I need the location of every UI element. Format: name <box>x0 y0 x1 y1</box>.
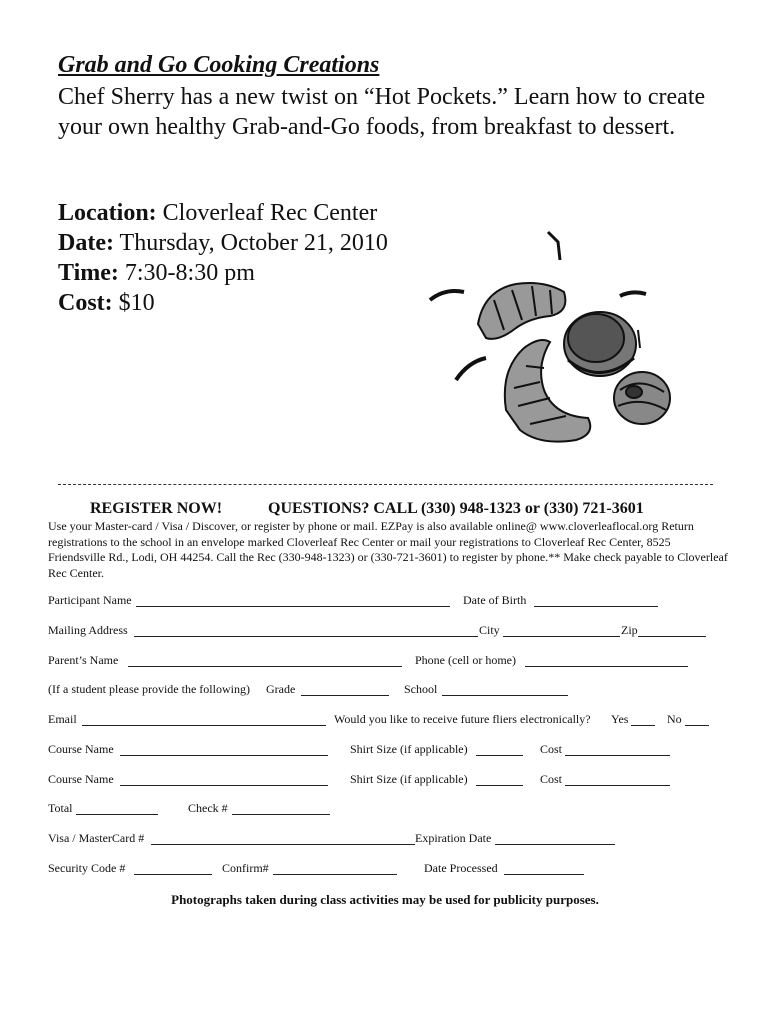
confirm-label: Confirm# <box>222 861 269 875</box>
form-row-parent <box>48 653 728 671</box>
zip-field[interactable] <box>638 623 706 637</box>
parents-name-label: Parent’s Name <box>48 653 119 667</box>
grade-label: Grade <box>266 682 296 696</box>
date-of-birth-field[interactable] <box>534 593 658 607</box>
total-field[interactable] <box>76 801 158 815</box>
expiration-label: Expiration Date <box>415 831 492 845</box>
shirt-size-label: Shirt Size (if applicable) <box>350 742 468 756</box>
croissant-bagel-clipart <box>420 220 680 460</box>
school-field[interactable] <box>442 682 568 696</box>
cost-field-label: Cost <box>540 772 563 786</box>
form-row-participant <box>48 593 728 611</box>
student-note-label: (If a student please provide the following) <box>48 682 250 696</box>
check-label: Check # <box>188 801 228 815</box>
publicity-note: Photographs taken during class activities may be used for publicity purposes. <box>171 892 599 907</box>
location-label: Location: <box>58 200 157 226</box>
form-row-address <box>48 623 728 641</box>
card-number-field[interactable] <box>151 831 415 845</box>
city-field[interactable] <box>503 623 620 637</box>
course-name-label: Course Name <box>48 742 114 756</box>
cost-field[interactable] <box>565 772 670 786</box>
phone-label: Phone (cell or home) <box>415 653 516 667</box>
grade-field[interactable] <box>301 682 389 696</box>
no-label: No <box>667 712 682 726</box>
location-value: Cloverleaf Rec Center <box>162 200 378 226</box>
cost-label: Cost: <box>58 290 113 316</box>
no-field[interactable] <box>685 712 709 726</box>
total-label: Total <box>48 801 73 815</box>
location-line <box>58 200 377 227</box>
cost-line <box>58 290 155 317</box>
school-label: School <box>404 682 438 696</box>
time-value: 7:30-8:30 pm <box>124 260 255 286</box>
check-field[interactable] <box>232 801 330 815</box>
date-processed-label: Date Processed <box>424 861 498 875</box>
date-line <box>58 230 388 257</box>
zip-label: Zip <box>621 623 638 637</box>
expiration-field[interactable] <box>495 831 615 845</box>
shirt-size-field[interactable] <box>476 742 523 756</box>
form-row-card <box>48 831 728 849</box>
course-name-field[interactable] <box>120 742 328 756</box>
parents-name-field[interactable] <box>128 653 402 667</box>
phone-field[interactable] <box>525 653 688 667</box>
security-code-label: Security Code # <box>48 861 126 875</box>
cost-field-label: Cost <box>540 742 563 756</box>
course-name-label: Course Name <box>48 772 114 786</box>
time-line <box>58 260 255 287</box>
date-of-birth-label: Date of Birth <box>463 593 527 607</box>
mailing-address-label: Mailing Address <box>48 623 128 637</box>
form-row-email <box>48 712 728 730</box>
time-label: Time: <box>58 260 119 286</box>
course-name-field[interactable] <box>120 772 328 786</box>
email-field[interactable] <box>82 712 326 726</box>
shirt-size-field[interactable] <box>476 772 523 786</box>
email-label: Email <box>48 712 77 726</box>
yes-field[interactable] <box>631 712 655 726</box>
questions-phone-heading: QUESTIONS? CALL (330) 948-1323 or (330) 721-3601 <box>268 500 644 517</box>
date-label: Date: <box>58 230 114 256</box>
form-row-security <box>48 861 728 879</box>
mailing-address-field[interactable] <box>134 623 478 637</box>
security-code-field[interactable] <box>134 861 212 875</box>
date-value: Thursday, October 21, 2010 <box>119 230 388 256</box>
card-number-label: Visa / MasterCard # <box>48 831 145 845</box>
shirt-size-label: Shirt Size (if applicable) <box>350 772 468 786</box>
participant-name-label: Participant Name <box>48 593 132 607</box>
confirm-field[interactable] <box>273 861 397 875</box>
flyer-title: Grab and Go Cooking Creations <box>58 52 380 78</box>
city-label: City <box>479 623 500 637</box>
form-row-total <box>48 801 728 819</box>
form-row-course-1 <box>48 742 728 760</box>
flyer-intro: Chef Sherry has a new twist on “Hot Pockets.” Learn how to create your own healthy Grab-and-Go foods, from breakfast to dessert. <box>58 84 706 140</box>
yes-label: Yes <box>611 712 629 726</box>
cost-value: $10 <box>118 290 155 316</box>
date-processed-field[interactable] <box>504 861 584 875</box>
section-divider <box>58 484 713 485</box>
participant-name-field[interactable] <box>136 593 450 607</box>
register-now-heading: REGISTER NOW! <box>90 500 223 517</box>
registration-instructions: Use your Master-card / Visa / Discover, or register by phone or mail. EZPay is also available online@ www.cloverleaflocal.org Return registrations to the school in an envelope marked Cloverleaf Rec Center or mail your registrations to Cloverleaf Rec Center, 8525 Friendsville Rd., Lodi, OH 44254. Call the Rec (330-948-1323) or (330-721-3601) to register by phone.** Make check payable to Cloverleaf Rec Center. <box>48 519 728 580</box>
cost-field[interactable] <box>565 742 670 756</box>
form-row-student <box>48 682 728 700</box>
form-row-course-2 <box>48 772 728 790</box>
fliers-question-label: Would you like to receive future fliers electronically? <box>334 712 591 726</box>
